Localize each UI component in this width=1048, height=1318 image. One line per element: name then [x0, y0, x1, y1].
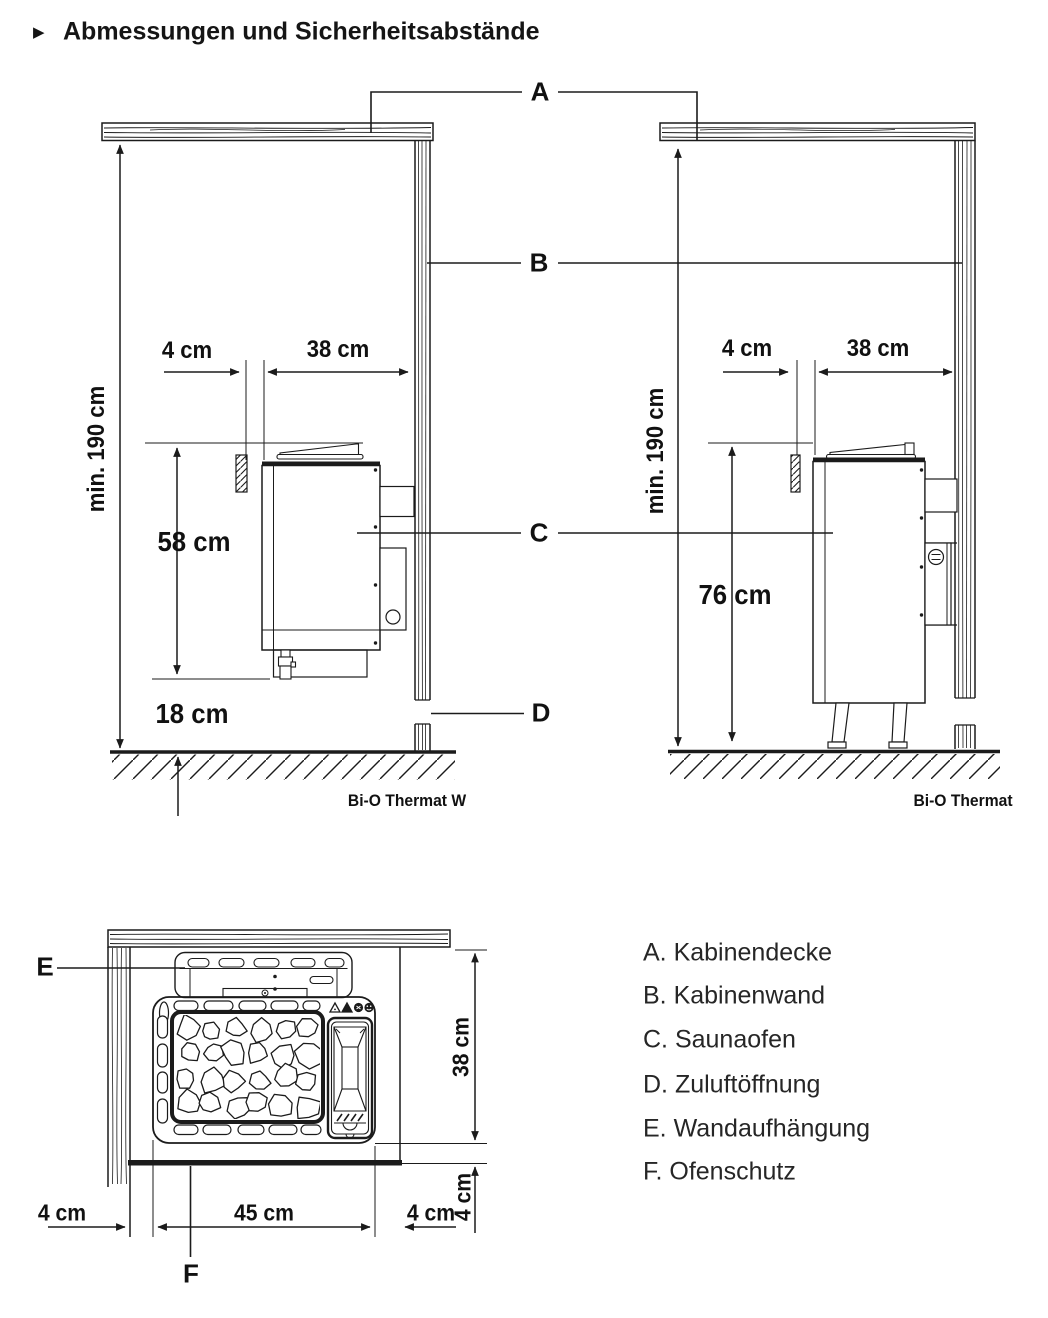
page-title: Abmessungen und Sicherheitsabstände [63, 17, 540, 46]
ceiling-right [660, 123, 975, 141]
wall-bracket [175, 953, 352, 998]
rear-duct-left [380, 487, 414, 517]
caption-left: Bi-O Thermat W [347, 791, 467, 810]
floor-left [110, 752, 456, 780]
dim-heater-height-right: 76 cm [698, 579, 772, 610]
dim-gap-right: 4 cm [721, 335, 773, 362]
control-unit [328, 1018, 372, 1138]
callout-c: C [529, 517, 549, 548]
dim-left-gap: 4 cm [37, 1199, 87, 1226]
legend-item: C. Saunaofen [643, 1025, 796, 1054]
callout-a: A [530, 76, 550, 107]
section-marker-icon: ▶ [33, 24, 45, 41]
side-view-right [660, 123, 1000, 779]
guard-rail-section-right [791, 455, 800, 492]
top-view-wall-left [108, 947, 130, 1237]
ceiling-left [102, 123, 433, 141]
top-view-wall-top [108, 930, 450, 947]
dim-front-gap: 4 cm [449, 1172, 476, 1222]
dim-width: 45 cm [233, 1199, 295, 1226]
callout-d: D [531, 697, 551, 728]
dim-right-gap: 4 cm [406, 1199, 456, 1226]
sauna-stones [177, 1014, 323, 1119]
dim-heater-height-left: 58 cm [157, 526, 231, 557]
dim-depth-right: 38 cm [846, 335, 910, 362]
heater-legs [828, 703, 907, 748]
callout-b: B [529, 247, 549, 278]
floor-right [668, 752, 1000, 780]
dim-floor-clearance: 18 cm [155, 698, 229, 729]
cabin-wall-left [414, 141, 432, 752]
dim-depth-left: 38 cm [306, 336, 370, 363]
rear-panel-left [380, 548, 406, 630]
dim-min-height-left: min. 190 cm [83, 385, 110, 513]
cabin-wall-right [954, 141, 977, 750]
dim-min-height-right: min. 190 cm [642, 387, 669, 515]
legend-item: A. Kabinendecke [643, 938, 833, 967]
rear-panel-right [925, 543, 957, 625]
warning-symbols-icon [330, 1003, 374, 1012]
callout-e: E [36, 951, 54, 982]
legend-item: D. Zuluftöffnung [643, 1070, 821, 1099]
caption-right: Bi-O Thermat [913, 791, 1013, 810]
dim-gap-left: 4 cm [161, 337, 213, 364]
callout-f: F [183, 1258, 199, 1289]
dim-top-depth: 38 cm [447, 1016, 474, 1078]
heater-left [262, 444, 414, 679]
heater-right [813, 443, 957, 748]
guard-rail-section-left [236, 455, 247, 492]
heater-guard-bar [128, 1160, 402, 1166]
legend-item: F. Ofenschutz [643, 1157, 796, 1186]
legend-item: B. Kabinenwand [643, 981, 826, 1010]
drain-valve [279, 650, 296, 679]
legend-item: E. Wandaufhängung [643, 1114, 871, 1143]
rear-duct-right [925, 479, 957, 512]
